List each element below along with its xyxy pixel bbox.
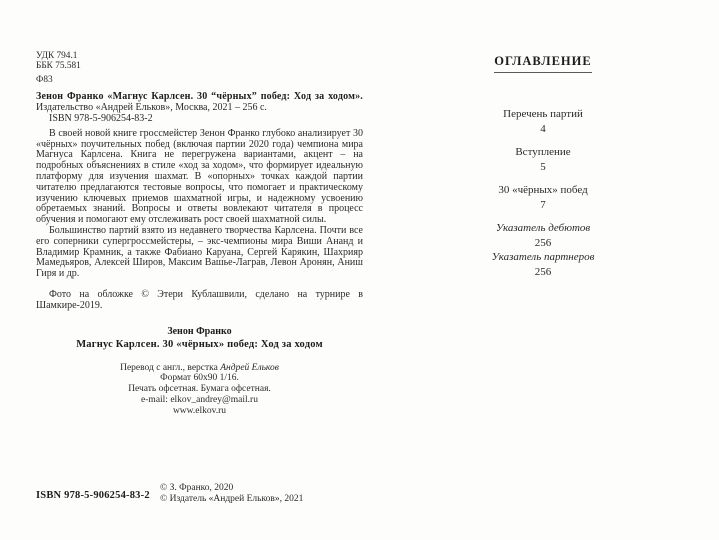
footer-isbn: ISBN 978-5-906254-83-2 — [36, 490, 150, 501]
bbk-code: ББК 75.581 — [36, 60, 81, 71]
toc-entry-page: 5 — [540, 160, 546, 173]
toc-entry-label: 30 «чёрных» побед — [498, 184, 588, 196]
toc-entry-page: 256 — [534, 265, 552, 278]
annotation-paragraph: В своей новой книге гроссмейстер Зенон Франко глубоко анализирует 30 «чёрных» поучительных побед (включая партии 2020 года) чемпиона мира Магнуса Карлсена. Книга не перегружена вариантами, акцент – на подробных объяснениях в стиле «ход за ходом», что формирует идеальную платформу для изучения шахмат. В «опорных» точках каждой партии читателю предлагаются тестовые вопросы, что помогает и практическому изучению ключевых приемов шахматной игры, и надежному усвоению обретаемых знаний. Вопросы и ответы вовлекают читателя в процесс обучения и помогают ему отслеживать рост своей шахматной силы. — [36, 127, 363, 226]
author-sign-code: Ф83 — [36, 74, 53, 85]
book-bibliographic-title: Зенон Франко «Магнус Карлсен. 30 “чёрных” побед: Ход за ходом». — [36, 91, 363, 103]
toc-entry-label: Перечень партий — [503, 108, 583, 120]
bibliographic-entry — [36, 92, 363, 124]
publisher-info: Издательство «Андрей Ельков», Москва, 2021 – 256 с. — [36, 102, 267, 114]
email-line: e-mail: elkov_andrey@mail.ru — [141, 395, 258, 406]
book-title: Магнус Карлсен. 30 «чёрных» побед: Ход за ходом — [76, 338, 323, 350]
toc-entry — [433, 221, 653, 250]
toc-entry — [433, 107, 653, 136]
toc-entry-label: Вступление — [515, 146, 571, 158]
book-author: Зенон Франко — [167, 325, 232, 337]
copyright-author: © З. Франко, 2020 — [160, 483, 234, 493]
right-page — [433, 52, 653, 279]
copyright-block — [160, 483, 303, 505]
format-line: Формат 60х90 1/16. — [160, 373, 239, 384]
website-line: www.elkov.ru — [172, 406, 227, 417]
toc-entry-label: Указатель партнеров — [491, 251, 595, 263]
copyright-publisher: © Издатель «Андрей Ельков», 2021 — [160, 494, 304, 504]
toc-entry-label: Указатель дебютов — [495, 222, 591, 234]
book-title-block — [36, 326, 363, 351]
translation-line — [36, 363, 363, 374]
translation-prefix: Перевод с англ., верстка — [120, 362, 221, 373]
translator-name: Андрей Ельков — [220, 362, 279, 373]
photo-credit: Фото на обложке © Этери Кублашвили, сделано на турнире в Шамкире-2019. — [36, 288, 363, 311]
isbn-number: ISBN 978-5-906254-83-2 — [49, 112, 153, 124]
toc-entry — [433, 183, 653, 212]
toc-entries — [433, 107, 653, 279]
annotation-block — [36, 129, 363, 312]
toc-entry-page: 256 — [534, 236, 552, 249]
print-line: Печать офсетная. Бумага офсетная. — [128, 384, 271, 395]
udk-code: УДК 794.1 — [36, 51, 78, 61]
catalog-codes — [36, 52, 363, 85]
toc-entry — [433, 145, 653, 174]
toc-entry — [433, 250, 653, 279]
toc-title: ОГЛАВЛЕНИЕ — [494, 54, 591, 73]
annotation-paragraph: Большинство партий взято из недавнего творчества Карлсена. Почти все его соперники супергроссмейстеры, – экс-чемпионы мира Виши Ананд и Владимир Крамник, а также Фабиано Каруана, Сергей Карякин, Шахрияр Мамедьяров, Алексей Широв, Максим Вашье-Лаграв, Левон Аронян, Аниш Гиря и др. — [36, 224, 363, 280]
toc-entry-page: 7 — [540, 198, 546, 211]
left-page — [36, 52, 363, 417]
toc-entry-page: 4 — [540, 122, 546, 135]
imprint-block — [36, 363, 363, 418]
